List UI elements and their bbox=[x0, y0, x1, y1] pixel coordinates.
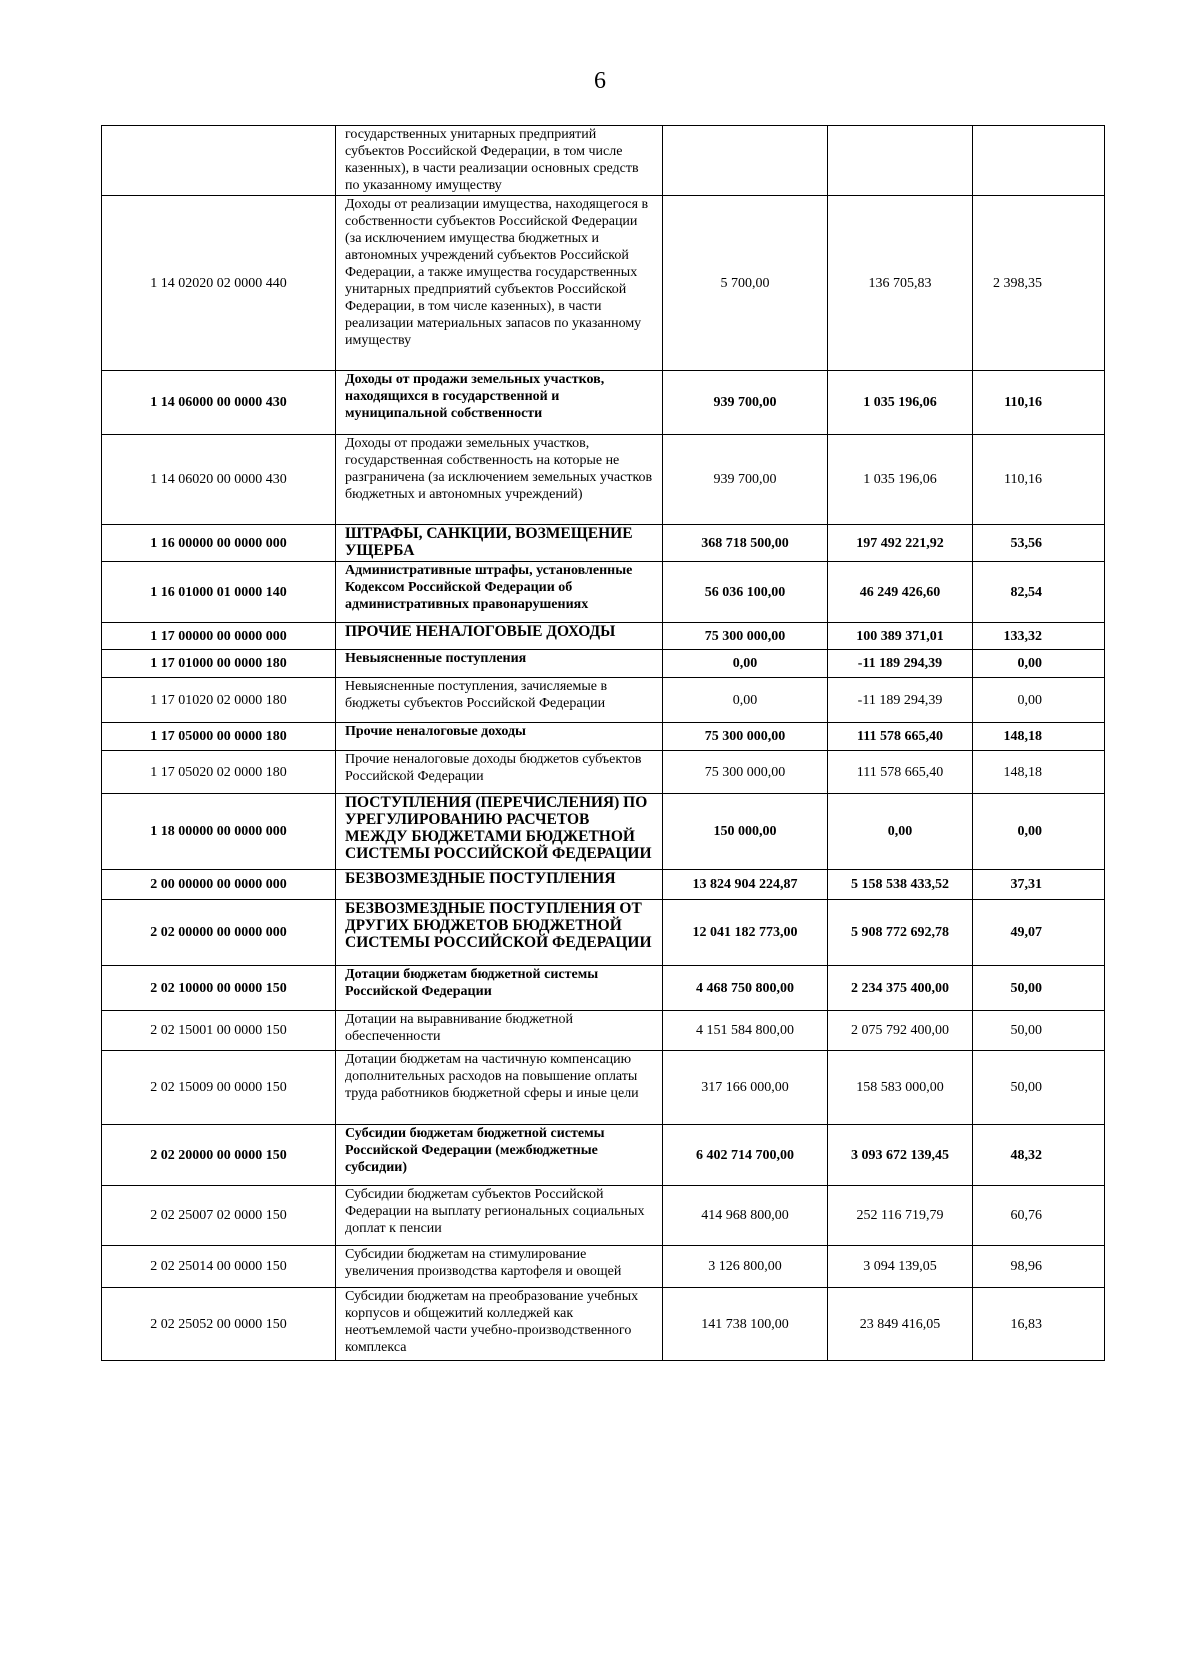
plan-amount-cell: 141 738 100,00 bbox=[663, 1288, 828, 1361]
table-row bbox=[102, 1011, 1105, 1051]
budget-code-cell: 1 17 05000 00 0000 180 bbox=[102, 723, 336, 751]
budget-code-cell: 1 14 02020 02 0000 440 bbox=[102, 196, 336, 371]
table-row bbox=[102, 196, 1105, 371]
budget-code-cell: 1 17 01020 02 0000 180 bbox=[102, 678, 336, 723]
revenue-name-cell: Дотации бюджетам бюджетной системы Российской Федерации bbox=[336, 966, 663, 1011]
actual-amount-cell: 136 705,83 bbox=[828, 196, 973, 371]
table-row bbox=[102, 723, 1105, 751]
plan-amount-cell: 0,00 bbox=[663, 650, 828, 678]
table-row bbox=[102, 650, 1105, 678]
revenue-name-cell: Невыясненные поступления, зачисляемые в бюджеты субъектов Российской Федерации bbox=[336, 678, 663, 723]
revenue-name-cell: Доходы от реализации имущества, находящегося в собственности субъектов Российской Федерации (за исключением имущества бюджетных и автономных учреждений субъектов Российской Федерации, а также имущества государственных унитарных предприятий субъектов Российской Федерации, в том числе казенных), в части реализации материальных запасов по указанному имуществу bbox=[336, 196, 663, 371]
budget-code-cell: 1 14 06020 00 0000 430 bbox=[102, 435, 336, 525]
execution-percent-cell: 110,16 bbox=[973, 371, 1105, 435]
budget-code-cell: 2 02 00000 00 0000 000 bbox=[102, 900, 336, 966]
execution-percent-cell: 0,00 bbox=[973, 678, 1105, 723]
plan-amount-cell: 12 041 182 773,00 bbox=[663, 900, 828, 966]
plan-amount-cell: 3 126 800,00 bbox=[663, 1246, 828, 1288]
budget-code-cell bbox=[102, 126, 336, 196]
plan-amount-cell: 414 968 800,00 bbox=[663, 1186, 828, 1246]
plan-amount-cell: 5 700,00 bbox=[663, 196, 828, 371]
actual-amount-cell: 0,00 bbox=[828, 794, 973, 870]
execution-percent-cell: 148,18 bbox=[973, 751, 1105, 794]
table-row bbox=[102, 562, 1105, 623]
budget-code-cell: 1 18 00000 00 0000 000 bbox=[102, 794, 336, 870]
plan-amount-cell: 75 300 000,00 bbox=[663, 751, 828, 794]
execution-percent-cell: 49,07 bbox=[973, 900, 1105, 966]
budget-code-cell: 1 16 00000 00 0000 000 bbox=[102, 525, 336, 562]
actual-amount-cell: 111 578 665,40 bbox=[828, 751, 973, 794]
execution-percent-cell: 98,96 bbox=[973, 1246, 1105, 1288]
revenue-name-cell: БЕЗВОЗМЕЗДНЫЕ ПОСТУПЛЕНИЯ bbox=[336, 870, 663, 900]
actual-amount-cell: 1 035 196,06 bbox=[828, 371, 973, 435]
plan-amount-cell: 56 036 100,00 bbox=[663, 562, 828, 623]
execution-percent-cell: 148,18 bbox=[973, 723, 1105, 751]
execution-percent-cell: 133,32 bbox=[973, 623, 1105, 650]
actual-amount-cell: 1 035 196,06 bbox=[828, 435, 973, 525]
actual-amount-cell: 5 908 772 692,78 bbox=[828, 900, 973, 966]
plan-amount-cell: 75 300 000,00 bbox=[663, 723, 828, 751]
revenue-name-cell: Прочие неналоговые доходы бюджетов субъектов Российской Федерации bbox=[336, 751, 663, 794]
revenue-name-cell: государственных унитарных предприятий субъектов Российской Федерации, в том числе казенных), в части реализации основных средств по указанному имуществу bbox=[336, 126, 663, 196]
table-row bbox=[102, 900, 1105, 966]
revenue-name-cell: ПРОЧИЕ НЕНАЛОГОВЫЕ ДОХОДЫ bbox=[336, 623, 663, 650]
actual-amount-cell: -11 189 294,39 bbox=[828, 678, 973, 723]
actual-amount-cell: 3 093 672 139,45 bbox=[828, 1125, 973, 1186]
actual-amount-cell: 46 249 426,60 bbox=[828, 562, 973, 623]
plan-amount-cell: 0,00 bbox=[663, 678, 828, 723]
actual-amount-cell: -11 189 294,39 bbox=[828, 650, 973, 678]
execution-percent-cell: 50,00 bbox=[973, 966, 1105, 1011]
table-row bbox=[102, 623, 1105, 650]
execution-percent-cell: 16,83 bbox=[973, 1288, 1105, 1361]
page-number: 6 bbox=[594, 68, 606, 94]
budget-code-cell: 2 02 20000 00 0000 150 bbox=[102, 1125, 336, 1186]
table-row bbox=[102, 435, 1105, 525]
budget-code-cell: 2 02 25007 02 0000 150 bbox=[102, 1186, 336, 1246]
table-row bbox=[102, 1125, 1105, 1186]
revenue-name-cell: Административные штрафы, установленные Кодексом Российской Федерации об административных правонарушениях bbox=[336, 562, 663, 623]
actual-amount-cell bbox=[828, 126, 973, 196]
budget-code-cell: 1 17 00000 00 0000 000 bbox=[102, 623, 336, 650]
revenue-name-cell: Субсидии бюджетам бюджетной системы Российской Федерации (межбюджетные субсидии) bbox=[336, 1125, 663, 1186]
table-row bbox=[102, 966, 1105, 1011]
budget-code-cell: 2 00 00000 00 0000 000 bbox=[102, 870, 336, 900]
table-row bbox=[102, 371, 1105, 435]
revenue-name-cell: ПОСТУПЛЕНИЯ (ПЕРЕЧИСЛЕНИЯ) ПО УРЕГУЛИРОВАНИЮ РАСЧЕТОВ МЕЖДУ БЮДЖЕТАМИ БЮДЖЕТНОЙ СИСТЕМЫ РОССИЙСКОЙ ФЕДЕРАЦИИ bbox=[336, 794, 663, 870]
budget-revenue-table bbox=[101, 125, 1105, 1361]
budget-code-cell: 1 16 01000 01 0000 140 bbox=[102, 562, 336, 623]
actual-amount-cell: 2 234 375 400,00 bbox=[828, 966, 973, 1011]
revenue-name-cell: Дотации бюджетам на частичную компенсацию дополнительных расходов на повышение оплаты труда работников бюджетной сферы и иные цели bbox=[336, 1051, 663, 1125]
execution-percent-cell: 48,32 bbox=[973, 1125, 1105, 1186]
budget-code-cell: 1 14 06000 00 0000 430 bbox=[102, 371, 336, 435]
budget-code-cell: 1 17 01000 00 0000 180 bbox=[102, 650, 336, 678]
execution-percent-cell: 0,00 bbox=[973, 650, 1105, 678]
table-row bbox=[102, 1246, 1105, 1288]
plan-amount-cell: 13 824 904 224,87 bbox=[663, 870, 828, 900]
revenue-name-cell: Невыясненные поступления bbox=[336, 650, 663, 678]
actual-amount-cell: 23 849 416,05 bbox=[828, 1288, 973, 1361]
table-row bbox=[102, 525, 1105, 562]
plan-amount-cell: 75 300 000,00 bbox=[663, 623, 828, 650]
revenue-name-cell: Доходы от продажи земельных участков, государственная собственность на которые не разграничена (за исключением земельных участков бюджетных и автономных учреждений) bbox=[336, 435, 663, 525]
table-row bbox=[102, 1186, 1105, 1246]
budget-code-cell: 2 02 15009 00 0000 150 bbox=[102, 1051, 336, 1125]
plan-amount-cell: 939 700,00 bbox=[663, 371, 828, 435]
plan-amount-cell: 6 402 714 700,00 bbox=[663, 1125, 828, 1186]
execution-percent-cell: 50,00 bbox=[973, 1011, 1105, 1051]
plan-amount-cell: 4 151 584 800,00 bbox=[663, 1011, 828, 1051]
actual-amount-cell: 5 158 538 433,52 bbox=[828, 870, 973, 900]
revenue-name-cell: ШТРАФЫ, САНКЦИИ, ВОЗМЕЩЕНИЕ УЩЕРБА bbox=[336, 525, 663, 562]
table-row bbox=[102, 1288, 1105, 1361]
execution-percent-cell: 110,16 bbox=[973, 435, 1105, 525]
revenue-name-cell: Субсидии бюджетам на преобразование учебных корпусов и общежитий колледжей как неотъемлемой части учебно-производственного комплекса bbox=[336, 1288, 663, 1361]
table-row bbox=[102, 794, 1105, 870]
revenue-name-cell: Субсидии бюджетам на стимулирование увеличения производства картофеля и овощей bbox=[336, 1246, 663, 1288]
execution-percent-cell: 0,00 bbox=[973, 794, 1105, 870]
execution-percent-cell: 37,31 bbox=[973, 870, 1105, 900]
actual-amount-cell: 111 578 665,40 bbox=[828, 723, 973, 751]
table-row bbox=[102, 1051, 1105, 1125]
table-row bbox=[102, 751, 1105, 794]
budget-code-cell: 1 17 05020 02 0000 180 bbox=[102, 751, 336, 794]
revenue-name-cell: Дотации на выравнивание бюджетной обеспеченности bbox=[336, 1011, 663, 1051]
actual-amount-cell: 100 389 371,01 bbox=[828, 623, 973, 650]
actual-amount-cell: 197 492 221,92 bbox=[828, 525, 973, 562]
execution-percent-cell: 60,76 bbox=[973, 1186, 1105, 1246]
budget-code-cell: 2 02 15001 00 0000 150 bbox=[102, 1011, 336, 1051]
actual-amount-cell: 252 116 719,79 bbox=[828, 1186, 973, 1246]
execution-percent-cell: 82,54 bbox=[973, 562, 1105, 623]
execution-percent-cell: 50,00 bbox=[973, 1051, 1105, 1125]
plan-amount-cell: 150 000,00 bbox=[663, 794, 828, 870]
revenue-name-cell: Субсидии бюджетам субъектов Российской Федерации на выплату региональных социальных доплат к пенсии bbox=[336, 1186, 663, 1246]
execution-percent-cell bbox=[973, 126, 1105, 196]
plan-amount-cell: 939 700,00 bbox=[663, 435, 828, 525]
execution-percent-cell: 2 398,35 bbox=[973, 196, 1105, 371]
plan-amount-cell: 368 718 500,00 bbox=[663, 525, 828, 562]
table-row bbox=[102, 126, 1105, 196]
budget-code-cell: 2 02 25052 00 0000 150 bbox=[102, 1288, 336, 1361]
table-row bbox=[102, 678, 1105, 723]
actual-amount-cell: 158 583 000,00 bbox=[828, 1051, 973, 1125]
revenue-name-cell: Доходы от продажи земельных участков, находящихся в государственной и муниципальной собственности bbox=[336, 371, 663, 435]
plan-amount-cell: 4 468 750 800,00 bbox=[663, 966, 828, 1011]
actual-amount-cell: 3 094 139,05 bbox=[828, 1246, 973, 1288]
budget-code-cell: 2 02 25014 00 0000 150 bbox=[102, 1246, 336, 1288]
budget-code-cell: 2 02 10000 00 0000 150 bbox=[102, 966, 336, 1011]
table-row bbox=[102, 870, 1105, 900]
revenue-name-cell: БЕЗВОЗМЕЗДНЫЕ ПОСТУПЛЕНИЯ ОТ ДРУГИХ БЮДЖЕТОВ БЮДЖЕТНОЙ СИСТЕМЫ РОССИЙСКОЙ ФЕДЕРАЦИИ bbox=[336, 900, 663, 966]
plan-amount-cell: 317 166 000,00 bbox=[663, 1051, 828, 1125]
revenue-name-cell: Прочие неналоговые доходы bbox=[336, 723, 663, 751]
plan-amount-cell bbox=[663, 126, 828, 196]
actual-amount-cell: 2 075 792 400,00 bbox=[828, 1011, 973, 1051]
execution-percent-cell: 53,56 bbox=[973, 525, 1105, 562]
